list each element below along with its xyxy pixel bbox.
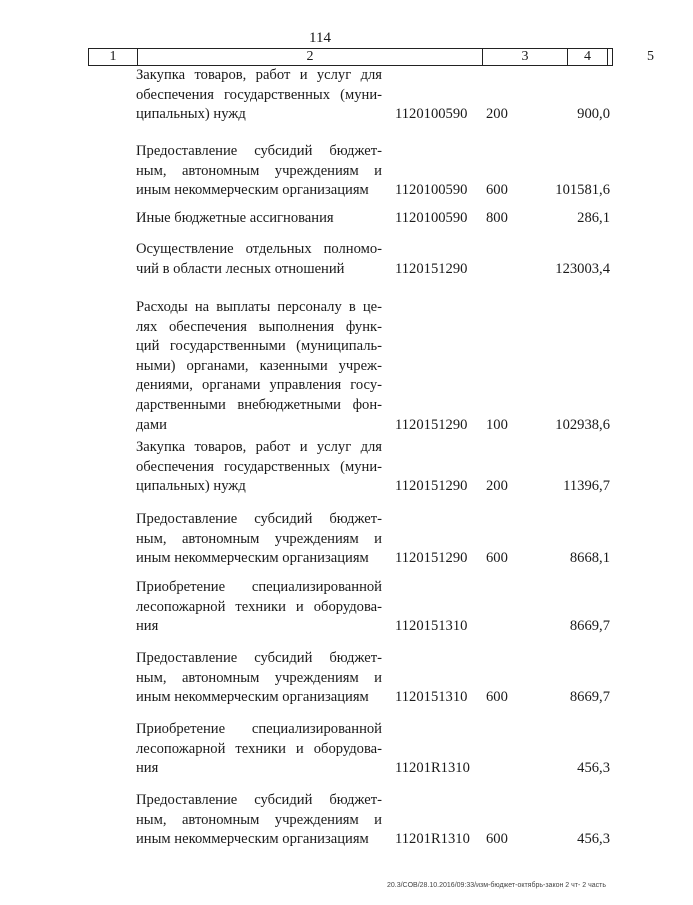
row-description	[136, 209, 382, 229]
row-description	[136, 142, 382, 201]
row-type: 800	[486, 210, 508, 226]
description-line: Расходы на выплаты персоналу в це-	[136, 299, 382, 315]
row-code: 1120151290	[395, 416, 468, 433]
description-line: иным некоммерческим организациям	[136, 182, 369, 199]
row-code: 1120100590	[395, 210, 468, 226]
description-line: Закупка товаров, работ и услуг для	[136, 67, 382, 83]
description-line: ния	[136, 618, 159, 635]
description-line: Предоставление субсидий бюджет-	[136, 511, 382, 527]
row-code: 11201R1310	[395, 760, 470, 777]
row-amount: 102938,6	[555, 416, 610, 433]
row-type: 200	[486, 106, 508, 123]
row-description	[136, 578, 382, 637]
description-line: дами	[136, 416, 167, 433]
description-line: ными) органами, казенными учреж-	[136, 357, 382, 374]
description-line: лях обеспечения выполнения функ-	[136, 318, 382, 335]
row-description	[136, 510, 382, 569]
row-description	[136, 240, 382, 279]
row-description	[136, 438, 382, 497]
row-amount: 456,3	[577, 831, 610, 848]
table-header	[88, 48, 654, 66]
description-line: лесопожарной техники и оборудова-	[136, 598, 382, 615]
row-code: 1120151290	[395, 478, 468, 495]
description-line: ным, автономным учреждениям и	[136, 669, 382, 686]
description-line: ния	[136, 760, 159, 777]
description-line: ным, автономным учреждениям и	[136, 162, 382, 179]
description-line: дениями, органами управления госу-	[136, 377, 382, 394]
column-header-4: 4	[584, 49, 591, 64]
row-description	[136, 649, 382, 708]
description-line: ципальных) нужд	[136, 478, 246, 495]
description-line: чий в области лесных отношений	[136, 260, 345, 277]
description-line: иным некоммерческим организациям	[136, 689, 369, 706]
row-amount: 900,0	[577, 106, 610, 123]
row-description	[136, 720, 382, 779]
row-type: 600	[486, 182, 508, 199]
description-line: ций государственными (муниципаль-	[136, 338, 382, 355]
description-line: обеспечения государственных (муни-	[136, 458, 382, 475]
row-amount: 123003,4	[555, 260, 610, 277]
row-type: 600	[486, 831, 508, 848]
description-line: Предоставление субсидий бюджет-	[136, 792, 382, 808]
description-line: ципальных) нужд	[136, 106, 246, 123]
description-line: Закупка товаров, работ и услуг для	[136, 439, 382, 455]
column-header-3: 3	[521, 49, 529, 64]
description-line: ным, автономным учреждениям и	[136, 811, 382, 828]
row-code: 1120151310	[395, 618, 468, 635]
description-line: иным некоммерческим организациям	[136, 550, 369, 567]
description-line: Предоставление субсидий бюджет-	[136, 143, 382, 159]
row-type: 600	[486, 689, 508, 706]
column-header-1: 1	[109, 49, 117, 64]
row-code: 1120151290	[395, 260, 468, 277]
row-code: 1120151290	[395, 550, 468, 567]
document-footer: 20.3/COB/28.10.2016/09:33/изм-бюджет-октябрь-закон 2 чт- 2 часть	[386, 882, 606, 889]
description-line: Осуществление отдельных полномо-	[136, 241, 382, 257]
row-amount: 11396,7	[563, 478, 610, 495]
row-code: 11201R1310	[395, 831, 470, 848]
row-type: 100	[486, 416, 508, 433]
description-line: иным некоммерческим организациям	[136, 831, 369, 848]
description-line: лесопожарной техники и оборудова-	[136, 740, 382, 757]
description-line: Предоставление субсидий бюджет-	[136, 650, 382, 666]
column-header-5: 5	[647, 49, 654, 64]
description-line: ным, автономным учреждениям и	[136, 530, 382, 547]
row-description	[136, 298, 382, 435]
row-amount: 286,1	[577, 210, 610, 226]
page-number: 114	[309, 30, 331, 46]
description-line: Приобретение специализированной	[136, 579, 382, 595]
description-line: Приобретение специализированной	[136, 721, 382, 737]
row-description	[136, 66, 382, 125]
row-code: 1120151310	[395, 689, 468, 706]
row-type: 200	[486, 478, 508, 495]
row-amount: 8668,1	[569, 550, 610, 567]
row-type: 600	[486, 550, 508, 567]
row-amount: 8669,7	[569, 618, 610, 635]
column-header-2: 2	[306, 49, 314, 64]
description-line: Иные бюджетные ассигнования	[136, 210, 334, 226]
row-amount: 101581,6	[555, 182, 610, 199]
row-code: 1120100590	[395, 182, 468, 199]
description-line: обеспечения государственных (муни-	[136, 86, 382, 103]
row-description	[136, 791, 382, 850]
row-amount: 456,3	[577, 760, 610, 777]
row-amount: 8669,7	[569, 689, 610, 706]
description-line: дарственными внебюджетными фон-	[136, 396, 382, 413]
row-code: 1120100590	[395, 106, 468, 123]
